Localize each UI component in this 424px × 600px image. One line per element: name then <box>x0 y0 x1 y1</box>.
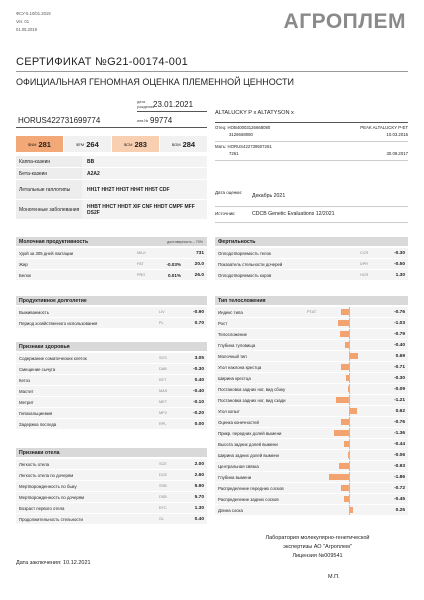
type-bar-axis <box>349 362 350 372</box>
inv-label: инв.№ <box>137 119 149 123</box>
type-name: Постановка задних ног, вид сзади <box>218 397 286 403</box>
genetics-row <box>16 156 207 168</box>
genetics-label: Моногенные заболевания <box>16 200 82 219</box>
trait-row <box>215 248 408 258</box>
type-bar-fill <box>348 386 349 392</box>
type-value: 0.62 <box>395 408 405 414</box>
trait-code: PRO <box>137 273 146 277</box>
trait-name: Задержка последа <box>19 421 57 427</box>
type-name: Высота задних долей вымени <box>218 441 278 447</box>
genetics-value: HHBT HHCT HHDT XIF CNF HHDT CMPF MFF DS2F <box>82 200 207 219</box>
type-bar-axis <box>349 329 350 339</box>
conclusion-date-label: Дата заключения: <box>16 560 62 566</box>
conclusion-date <box>16 560 91 566</box>
type-bar <box>325 439 373 449</box>
trait-value: -0.40 <box>193 388 204 394</box>
trait-code: KET <box>159 378 167 382</box>
trait-row <box>16 481 207 491</box>
genetics-value: A2A2 <box>82 168 207 179</box>
title-divider <box>16 71 408 72</box>
trait-name: Мертворожденность по быку <box>19 483 77 489</box>
type-value: -0.06 <box>394 452 405 458</box>
type-name: Угол наклона крестца <box>218 364 262 370</box>
birth-underline <box>137 111 207 112</box>
type-bar <box>325 417 373 427</box>
inv-number: 99774 <box>150 116 173 125</box>
type-bar-fill <box>346 375 349 381</box>
birth-label: дата рождения <box>137 100 155 109</box>
trait-row <box>16 259 207 269</box>
trait-value: 3.05 <box>194 355 204 361</box>
longevity-header: Продуктивное долголетие <box>16 296 207 305</box>
type-bar <box>325 461 373 471</box>
trait-row <box>16 364 207 374</box>
type-bar <box>325 318 373 328</box>
id-underline <box>16 127 207 128</box>
trait-code: SCS <box>159 356 167 360</box>
genetics-value: BB <box>82 156 207 167</box>
type-value: -0.45 <box>394 496 405 502</box>
type-name: Длина соска <box>218 507 243 513</box>
type-row <box>215 472 408 482</box>
index-row <box>16 136 207 152</box>
type-bar-fill <box>339 463 349 469</box>
trait-name: Продолжительность стельности <box>19 516 83 522</box>
genetics-label: Бета-казеин <box>16 168 82 179</box>
trait-row <box>16 470 207 480</box>
trait-name: Оплодотворяемость телок <box>218 250 271 256</box>
trait-row <box>215 259 408 269</box>
type-bar <box>325 406 373 416</box>
trait-code: DCE <box>159 473 168 477</box>
trait-row <box>16 503 207 513</box>
type-name: Оценка конечностей <box>218 419 259 425</box>
type-section <box>215 296 408 516</box>
trait-name: Период хозяйственного использования <box>19 320 98 326</box>
document-meta <box>16 10 51 34</box>
trait-value: 20.0 <box>194 261 204 267</box>
trait-code: PL <box>159 321 164 325</box>
type-rows <box>215 307 408 515</box>
type-row <box>215 428 408 438</box>
type-row <box>215 494 408 504</box>
index-value: 283 <box>134 139 147 149</box>
type-bar-axis <box>349 384 350 394</box>
type-name: Глубина туловища <box>218 342 256 348</box>
type-row <box>215 318 408 328</box>
fertility-rows <box>215 248 408 280</box>
type-bar-fill <box>344 441 349 447</box>
type-row <box>215 417 408 427</box>
trait-name: Показатель стельности дочерей <box>218 261 283 267</box>
type-bar-axis <box>349 373 350 383</box>
trait-row <box>16 419 207 429</box>
trait-value: -0.50 <box>394 261 405 267</box>
trait-value: 5.90 <box>194 483 204 489</box>
production-header: Молочная продуктивность достоверность – 70% <box>16 237 207 246</box>
type-bar-axis <box>349 395 350 405</box>
type-name: Глубина вымени <box>218 474 252 480</box>
type-value: -0.93 <box>394 463 405 469</box>
type-name: Рост <box>218 320 228 326</box>
production-reliability: достоверность – 70% <box>167 239 203 244</box>
type-bar <box>325 450 373 460</box>
genetics-row <box>16 168 207 180</box>
type-bar-fill <box>341 419 349 425</box>
trait-code: MAS <box>159 389 168 393</box>
dam-id: HORUS422739507261 <box>227 144 272 149</box>
type-name: Угол копыт <box>218 408 240 414</box>
trait-percent: -0.03% <box>166 261 181 267</box>
type-bar <box>325 329 373 339</box>
trait-value: -0.20 <box>193 410 204 416</box>
type-value: 0.69 <box>395 353 405 359</box>
trait-value: 5.70 <box>194 494 204 500</box>
type-value: -0.09 <box>394 386 405 392</box>
type-bar <box>325 494 373 504</box>
fertility-section <box>215 237 408 281</box>
type-bar <box>325 395 373 405</box>
birth-date: 23.01.2021 <box>153 100 194 109</box>
type-code: PTAT <box>307 310 317 314</box>
trait-code: RPL <box>159 422 167 426</box>
type-bar-axis <box>349 494 350 504</box>
sire-date: 10.03.2015 <box>386 132 408 137</box>
trait-code: DAB <box>159 367 167 371</box>
type-bar-fill <box>350 408 357 414</box>
genetics-table <box>16 156 207 220</box>
type-bar <box>325 384 373 394</box>
trait-value: -0.30 <box>193 366 204 372</box>
pedigree-name: ALTALUCKY P x ALTATYSON x <box>215 110 294 116</box>
type-bar <box>325 340 373 350</box>
trait-value: 1.30 <box>395 272 405 278</box>
trait-name: Смещение сычуга <box>19 366 56 372</box>
type-bar-fill <box>334 430 349 436</box>
eval-label: Дата оценки: <box>215 190 242 195</box>
trait-name: Легкость отела по дочерям <box>19 472 74 478</box>
type-bar-axis <box>349 461 350 471</box>
sire-divider <box>215 141 408 142</box>
trait-row <box>16 397 207 407</box>
form-code: ФСУ-5.10/01.2019 <box>16 11 51 16</box>
index-label: $FM <box>76 141 85 147</box>
type-value: -0.44 <box>394 441 405 447</box>
type-bar-fill <box>341 309 349 315</box>
type-row <box>215 461 408 471</box>
pedigree-divider <box>215 122 408 123</box>
trait-row <box>16 459 207 469</box>
trait-name: Содержание соматических клеток <box>19 355 87 361</box>
index-label: $NM <box>28 141 37 147</box>
type-value: 0.25 <box>395 507 405 513</box>
trait-value: 26.0 <box>194 272 204 278</box>
trait-row <box>16 270 207 280</box>
dam-divider <box>215 160 408 161</box>
type-bar <box>325 483 373 493</box>
type-bar-fill <box>329 474 349 480</box>
index-value: 284 <box>182 139 196 149</box>
type-row <box>215 439 408 449</box>
dam-block <box>215 143 408 157</box>
trait-value: -0.10 <box>193 399 204 405</box>
type-name: Распределение передних сосков <box>218 485 284 491</box>
type-value: -0.30 <box>394 375 405 381</box>
type-bar <box>325 373 373 383</box>
type-value: -1.03 <box>394 320 405 326</box>
trait-percent: 0.01% <box>167 272 181 278</box>
type-bar-axis <box>349 340 350 350</box>
health-rows <box>16 353 207 429</box>
trait-code: GL <box>159 517 165 521</box>
trait-value: 0.40 <box>194 377 204 383</box>
source-label: Источник: <box>215 211 236 216</box>
sire-block <box>215 124 408 138</box>
trait-code: MET <box>159 400 168 404</box>
type-row <box>215 406 408 416</box>
type-bar <box>325 472 373 482</box>
lab-line-2: экспертизы АО "Агроплем" <box>283 544 352 550</box>
version: Ver. 01 <box>16 19 30 24</box>
trait-name: Легкость отела <box>19 461 50 467</box>
type-bar-axis <box>349 417 350 427</box>
trait-value: 2.00 <box>194 461 204 467</box>
type-value: -0.72 <box>394 485 405 491</box>
trait-name: Мастит <box>19 388 34 394</box>
trait-code: DPR <box>360 262 369 266</box>
index-cell <box>160 136 207 152</box>
type-bar-fill <box>345 342 349 348</box>
longevity-rows <box>16 307 207 328</box>
type-bar-fill <box>350 507 353 513</box>
trait-row <box>16 375 207 385</box>
type-value: -0.76 <box>394 309 405 315</box>
trait-row <box>16 307 207 317</box>
type-value: -0.79 <box>394 331 405 337</box>
trait-value: 0.00 <box>194 421 204 427</box>
certificate-subtitle: ОФИЦИАЛЬНАЯ ГЕНОМНАЯ ОЦЕНКА ПЛЕМЕННОЙ ЦЕННОСТИ <box>16 77 294 87</box>
lab-line-3: Лицензия №009541 <box>292 553 343 559</box>
conclusion-date-value: 10.12.2021 <box>63 560 91 566</box>
eval-value: Декабрь 2021 <box>252 193 286 199</box>
trait-code: HCR <box>360 273 369 277</box>
index-cell <box>16 136 63 152</box>
production-rows <box>16 248 207 280</box>
type-value: -0.76 <box>394 419 405 425</box>
trait-row <box>215 270 408 280</box>
type-name: Ширина задних долей вымени <box>218 452 279 458</box>
type-bar-axis <box>349 428 350 438</box>
trait-name: Выживаемость <box>19 309 49 315</box>
type-row <box>215 362 408 372</box>
fertility-header: Фертильность <box>215 237 408 246</box>
type-header: Тип телосложения <box>215 296 408 305</box>
type-bar-fill <box>341 364 349 370</box>
type-bar <box>325 428 373 438</box>
trait-code: DSB <box>159 495 167 499</box>
trait-name: Жир <box>19 261 28 267</box>
form-date: 01.05.2019 <box>16 27 37 32</box>
type-value: -1.21 <box>394 397 405 403</box>
type-name: Телосложение <box>218 331 248 337</box>
type-row <box>215 351 408 361</box>
genetics-value: HH1T HH2T HH3T HH4T HH5T CDF <box>82 180 207 199</box>
type-row <box>215 450 408 460</box>
trait-row <box>16 408 207 418</box>
type-bar-axis <box>349 318 350 328</box>
type-bar-fill <box>340 331 349 337</box>
type-bar-axis <box>349 472 350 482</box>
sire-label: Отец: <box>215 125 227 130</box>
dam-label: Мать: <box>215 144 227 149</box>
type-name: Прикр. передних долей вымени <box>218 430 282 436</box>
type-bar-fill <box>348 452 349 458</box>
type-name: Молочный тип <box>218 353 247 359</box>
type-row <box>215 384 408 394</box>
trait-row <box>16 248 207 258</box>
animal-id: HORUS422731699774 <box>18 116 101 125</box>
health-section <box>16 342 207 430</box>
trait-value: 0.70 <box>194 320 204 326</box>
production-section <box>16 237 207 281</box>
type-bar-fill <box>336 397 349 403</box>
pedigree-block <box>215 109 408 118</box>
type-bar <box>325 362 373 372</box>
type-bar-fill <box>344 496 349 502</box>
type-bar <box>325 307 373 317</box>
trait-value: 2.60 <box>194 472 204 478</box>
trait-code: FAT <box>137 262 144 266</box>
type-bar-fill <box>338 320 349 326</box>
trait-name: Удой за 305 дней лактации <box>19 250 74 256</box>
genetics-row <box>16 200 207 220</box>
type-row <box>215 505 408 515</box>
type-row <box>215 373 408 383</box>
trait-row <box>16 514 207 524</box>
trait-value: 731 <box>195 250 204 256</box>
trait-row <box>16 492 207 502</box>
source-divider <box>215 222 408 223</box>
calving-header: Признаки отела <box>16 448 207 457</box>
index-label: $GM <box>171 141 181 147</box>
genetics-row <box>16 180 207 200</box>
type-value: -1.36 <box>394 430 405 436</box>
trait-code: MILK <box>137 251 146 255</box>
type-bar-fill <box>341 485 349 491</box>
certificate-title: СЕРТИФИКАТ №G21-00174-001 <box>16 56 189 68</box>
trait-row <box>16 386 207 396</box>
type-bar-axis <box>349 307 350 317</box>
type-row <box>215 307 408 317</box>
eval-divider <box>215 206 408 207</box>
trait-code: SCE <box>159 462 167 466</box>
sire-id: HOB40003126668080 <box>227 125 271 130</box>
trait-code: LIV <box>159 310 165 314</box>
trait-name: Мертворожденность по дочерям <box>19 494 85 500</box>
dam-date: 30.09.2017 <box>386 151 408 156</box>
trait-code: EFC <box>159 506 167 510</box>
calving-section <box>16 448 207 525</box>
type-row <box>215 340 408 350</box>
type-row <box>215 483 408 493</box>
source-value: CDCB Genetic Evaluations 12/2021 <box>252 211 335 217</box>
trait-row <box>16 353 207 363</box>
index-value: 264 <box>86 139 99 149</box>
trait-name: Оплодотворяемость коров <box>218 272 272 278</box>
type-bar-fill <box>350 353 358 359</box>
type-bar-axis <box>349 439 350 449</box>
type-name: Постановка задних ног, вид сбоку <box>218 386 286 392</box>
sire-name: PEAK ALTALUCKY P-ET <box>360 125 408 130</box>
type-value: -0.71 <box>394 364 405 370</box>
trait-code: SSB <box>159 484 167 488</box>
index-value: 281 <box>38 139 51 149</box>
calving-rows <box>16 459 207 524</box>
type-bar-axis <box>349 483 350 493</box>
genetics-label: Каппа-казеин <box>16 156 82 167</box>
type-name: Индекс типа <box>218 309 243 315</box>
trait-name: Возраст первого отела <box>19 505 65 511</box>
trait-name: Кетоз <box>19 377 30 383</box>
trait-name: Белок <box>19 272 31 278</box>
type-value: -1.86 <box>394 474 405 480</box>
type-name: Центральная связка <box>218 463 259 469</box>
agroplem-logo: АГРОПЛЕМ <box>283 10 406 33</box>
trait-value: -0.90 <box>193 309 204 315</box>
type-row <box>215 395 408 405</box>
health-header: Признаки здоровья <box>16 342 207 351</box>
genetics-label: Летальные гаплотипы <box>16 180 82 199</box>
lab-signature <box>230 534 405 561</box>
index-cell <box>64 136 111 152</box>
type-name: Распределение задних сосков <box>218 496 279 502</box>
type-name: Ширина крестца <box>218 375 251 381</box>
stamp-place: М.П. <box>328 574 340 580</box>
dam-code: 7261 <box>229 151 239 156</box>
type-bar <box>325 505 373 515</box>
type-row <box>215 329 408 339</box>
trait-value: 1.30 <box>194 505 204 511</box>
trait-code: CCR <box>360 251 369 255</box>
trait-name: Метрит <box>19 399 34 405</box>
trait-code: MFV <box>159 411 168 415</box>
index-cell <box>112 136 159 152</box>
trait-value: -0.30 <box>394 250 405 256</box>
type-value: -0.40 <box>394 342 405 348</box>
sire-code: 3126668080 <box>229 132 253 137</box>
index-label: $CM <box>124 141 133 147</box>
type-bar <box>325 351 373 361</box>
trait-name: Гипокальциемия <box>19 410 53 416</box>
lab-line-1: Лаборатория молекулярно-генетической <box>265 535 370 541</box>
longevity-section <box>16 296 207 329</box>
trait-row <box>16 318 207 328</box>
trait-value: 0.40 <box>194 516 204 522</box>
